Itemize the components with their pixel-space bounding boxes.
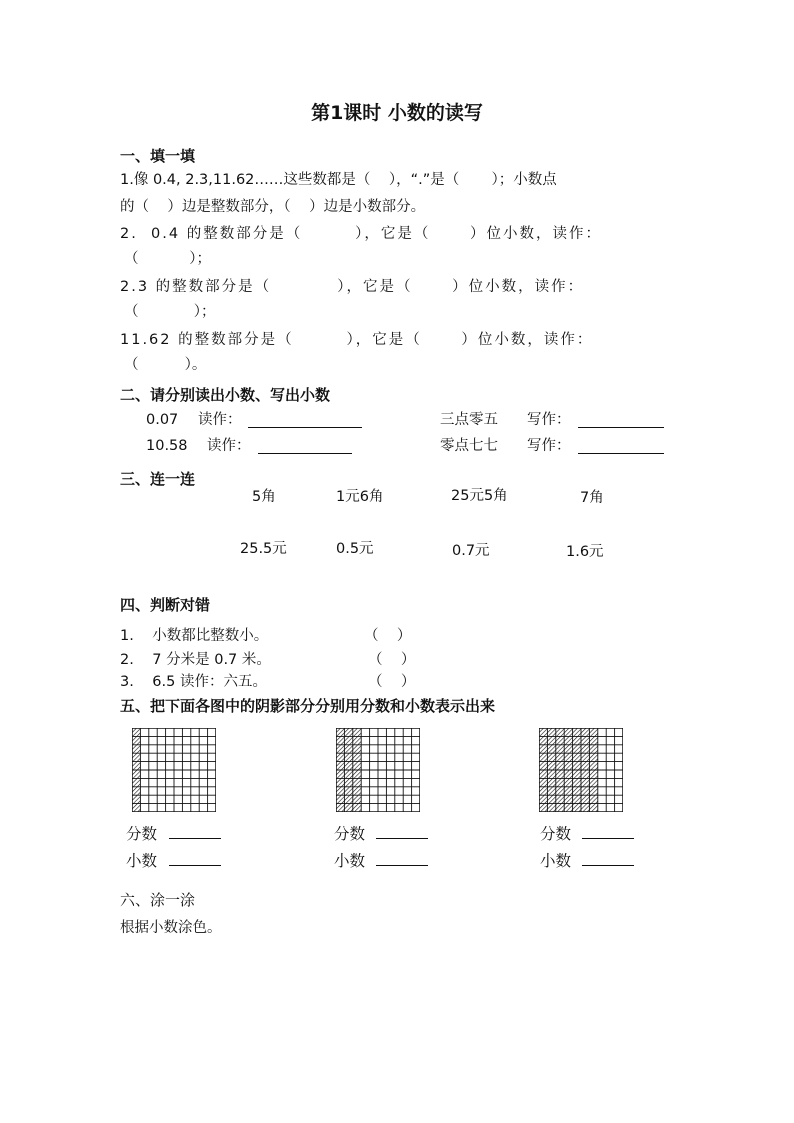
hundred-grid-1 [132,728,216,812]
judge-paren-3: （ ） [368,674,416,690]
s2-r1-write-blank [578,412,664,428]
s6-instruction: 根据小数涂色。 [120,920,222,936]
fraction-label: 分数 [540,825,572,843]
fraction-label: 分数 [126,825,158,843]
match-bottom-item: 25.5元 [240,541,287,557]
s2-r1-read-label: 读作： [198,412,242,428]
hundred-grid-2 [336,728,420,812]
match-top-item: 7角 [580,490,604,506]
section-6-heading: 六、涂一涂 [120,891,196,909]
match-bottom-item: 1.6元 [566,544,604,560]
s1-line-1a: 1.像 0.4, 2.3,11.62……这些数都是（ ），“.”是（ ）；小数点 [120,172,557,188]
judge-paren-2: （ ） [368,652,416,668]
s2-r2-number: 10.58 [146,438,188,454]
match-bottom-item: 0.7元 [452,543,490,559]
section-3-heading: 三、连一连 [120,470,196,488]
section-4-heading: 四、判断对错 [120,596,211,614]
fraction-label: 分数 [334,825,366,843]
decimal-blank [169,850,221,866]
s2-r2-write-blank [578,438,664,454]
s1-line-4b: （ ）。 [124,357,207,373]
s1-line-3b: （ ）； [124,304,216,320]
decimal-blank [582,850,634,866]
s1-line-3a: 2.3 的整数部分是（ ），它是（ ）位小数，读作： [120,279,585,295]
s2-r2-chinese: 零点七七 [440,438,498,454]
decimal-label: 小数 [540,852,572,870]
match-top-item: 1元6角 [336,489,384,505]
fraction-blank [376,823,428,839]
section-1-heading: 一、填一填 [120,147,196,165]
fraction-blank [169,823,221,839]
s2-r1-read-blank [248,412,362,428]
s2-r2-write-label: 写作： [527,438,571,454]
decimal-blank [376,850,428,866]
s1-line-4a: 11.62 的整数部分是（ ），它是（ ）位小数，读作： [120,332,594,348]
s2-r2-read-label: 读作： [207,438,251,454]
match-bottom-item: 0.5元 [336,541,374,557]
match-top-item: 5角 [252,489,276,505]
s2-r1-number: 0.07 [146,412,179,428]
section-5-heading: 五、把下面各图中的阴影部分分别用分数和小数表示出来 [120,697,496,715]
decimal-label: 小数 [126,852,158,870]
page-title: 第1课时 小数的读写 [311,102,483,124]
judge-item-1: 1. 小数都比整数小。 [120,628,269,644]
s2-r1-chinese: 三点零五 [440,412,498,428]
fraction-blank [582,823,634,839]
s1-line-1b: 的（ ）边是整数部分，（ ）边是小数部分。 [120,199,426,215]
decimal-label: 小数 [334,852,366,870]
judge-paren-1: （ ） [364,628,412,644]
s2-r2-read-blank [258,438,352,454]
judge-item-3: 3. 6.5 读作：六五。 [120,674,267,690]
s1-line-2a: 2. 0.4 的整数部分是（ ），它是（ ）位小数，读作： [120,226,602,242]
judge-item-2: 2. 7 分米是 0.7 米。 [120,652,271,668]
s2-r1-write-label: 写作： [527,412,571,428]
match-top-item: 25元5角 [451,488,508,504]
hundred-grid-3 [539,728,623,812]
section-2-heading: 二、请分别读出小数、写出小数 [120,386,331,404]
s1-line-2b: （ ）； [124,251,211,267]
